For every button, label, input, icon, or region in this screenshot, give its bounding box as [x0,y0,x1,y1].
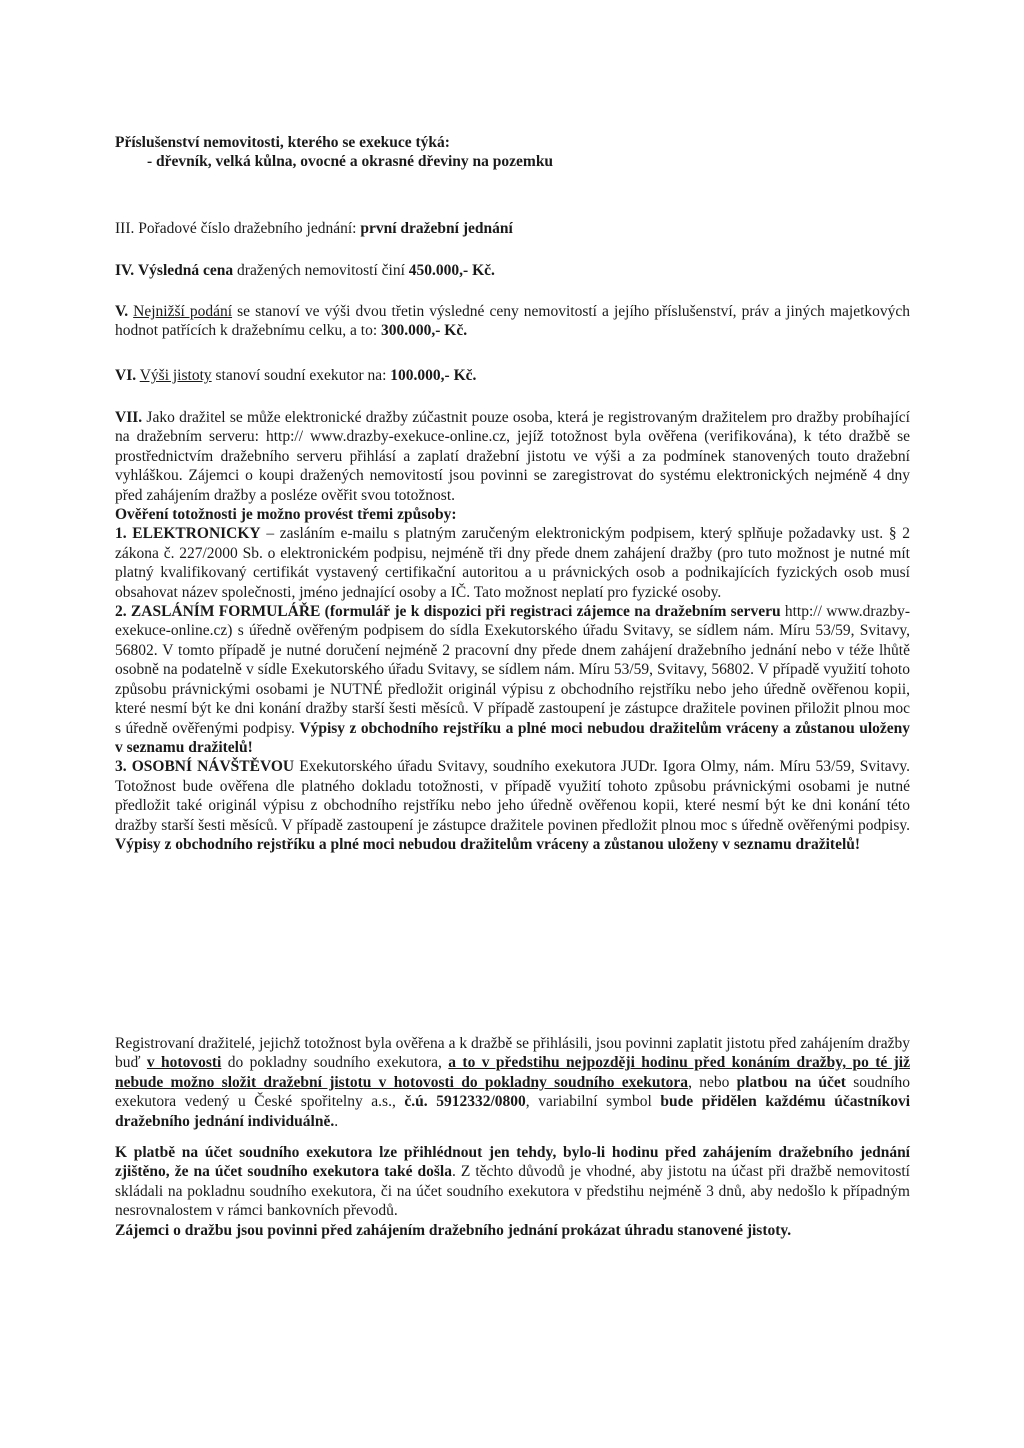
section-iii [115,219,910,238]
section-number: VI. [115,367,137,384]
bank-text: . Z těchto důvodů je vhodné, aby jistotu na účast při dražbě nemovitostí skládali na pokladnu soudního exekutora, či na účet soudního exekutora v předstihu nejméně 3 dnů, aby nedošlo k případným nesrovnalostem v rámci bankovních převodů. [115,1163,910,1220]
payment-text: soudního exekutora vedený u České spořitelny a.s., [115,1073,911,1111]
method-personal [115,757,910,854]
method-warning: Výpisy z obchodního rejstříku a plné moci nebudou dražitelům vráceny a zůstanou uloženy v seznamu dražitelů! [115,835,861,853]
section-text: dražených nemovitostí činí [237,262,405,279]
verification-heading: Ověření totožnosti je možno provést třemi způsoby: [115,506,457,524]
section-label: Nejnižší podání [133,303,233,320]
method-text: Exekutorského úřadu Svitavy, soudního exekutora JUDr. Igora Olmy, nám. Míru 53/59, Svitavy. Totožnost bude ověřena dle platného dokladu totožnosti, v případě využití tohoto způsobu právnickými osobami je nutné předložit také originál výpisu z obchodního rejstříku nebo jeho úředně ověřenou kopii, které nesmí být ke dni konání této dražby starší šesti měsíců. V případě zastoupení je zástupce dražitele povinen předložit plnou moc s úředně ověřenými podpisy. [115,758,911,834]
payment-text: do pokladny soudního exekutora, [227,1054,442,1072]
section-v [115,302,910,341]
section-text: stanoví soudní exekutor na: [215,367,387,384]
section-number: VII. [115,409,143,426]
section-number: V. [115,303,129,320]
accessories-heading: Příslušenství nemovitosti, kterého se exekuce týká: [115,134,450,151]
method-warning: Výpisy z obchodního rejstříku a plné moci nebudou dražitelům vráceny a zůstanou uloženy v seznamu dražitelů! [115,719,911,756]
section-vi [115,366,910,385]
bank-condition: K platbě na účet soudního exekutora lze přihlédnout jen tehdy, bylo-li hodinu před zahájením dražebního jednání zjištěno, že na účet soudního exekutora také došla [115,1144,910,1181]
final-requirement: Zájemci o dražbu jsou povinni před zahájením dražebního jednání prokázat úhradu stanovené jistoty. [115,1221,792,1239]
payment-text: . [334,1112,339,1130]
section-label: Výsledná cena [137,262,234,279]
accessories-section [115,133,910,172]
method-heading: 1. ELEKTRONICKY [115,525,261,543]
method-electronic [115,524,910,602]
section-number: III. [115,220,135,237]
cash-deadline: a to v předstihu nejpozději hodinu před konáním dražby, po té již nebude možno složit dražební jistotu v hotovosti do pokladny soudního exekutora [115,1054,910,1091]
bank-transfer-paragraph [115,1143,910,1240]
payment-text: , nebo [688,1073,730,1091]
method-heading: 2. ZASLÁNÍM FORMULÁŘE [115,603,321,621]
section-value: 300.000,- Kč. [381,322,468,340]
section-number: IV. [115,262,135,279]
section-value: první dražební jednání [360,220,513,237]
section-label: Výši jistoty [139,367,212,384]
section-vii [115,408,910,854]
method-form [115,602,910,757]
accessories-item: - dřevník, velká kůlna, ovocné a okrasné dřeviny na pozemku [147,153,554,171]
account-option: platbou na účet [736,1073,846,1091]
method-text: – zasláním e-mailu s platným zaručeným elektronickým podpisem, který splňuje požadavky ust. § 2 zákona č. 227/2000 Sb. o elektronickém podpisu, nejméně tři dny přede dnem zahájení dražby (pro tuto možnost je nutné mít platný kvalifikovaný certifikát vystavený certifikační autoritou a u právnických osob a podnikajících fyzických osob musí obsahovat název společnosti, jméno jednající osoby a IČ. Tato možnost neplatí pro fyzické osoby. [115,525,911,601]
payment-text: , variabilní symbol [525,1093,652,1111]
method-text: http:// www.drazby-exekuce-online.cz) s úředně ověřeným podpisem do sídla Exekutorského úřadu Svitavy, se sídlem nám. Míru 53/59, Svitavy, 56802. V tomto případě je nutné doručení nejméně 2 pracovní dny přede dnem zahájení dražebního jednání nebo v téže lhůtě osobně na podatelně v sídle Exekutorského úřadu Svitavy, se sídlem nám. Míru 53/59, Svitavy, 56802. V případě využití tohoto způsobu právnickými osobami je NUTNÉ předložit originál výpisu z obchodního rejstříku nebo jeho úředně ověřenou kopii, které nesmí být ke dni konání dražby starší šesti měsíců. V případě zastoupení je zástupce dražitele povinen přiložit plnou moc s úředně ověřenými podpisy. [115,603,910,737]
payment-text: Registrovaní dražitelé, jejichž totožnost byla ověřena a k dražbě se přihlásili, jsou povinni zaplatit jistotu před zahájením dražby buď [115,1035,910,1072]
section-value: 100.000,- Kč. [390,367,477,384]
payment-paragraph [115,1034,910,1131]
method-heading-rest: (formulář je k dispozici při registraci zájemce na dražebním serveru [324,603,781,621]
section-text: Pořadové číslo dražebního jednání: [138,220,357,237]
cash-option: v hotovosti [146,1054,222,1072]
section-text: Jako dražitel se může elektronické dražby zúčastnit pouze osoba, která je registrovaným dražitelem pro dražby probíhající na dražebním serveru: http:// www.drazby-exekuce-online.cz, jejíž totožnost byla ověřena (verifikována), k této dražbě se prostřednictvím dražebního serveru přihlásí a zaplatí dražební jistotu ve výši a za podmínek stanovených touto dražební vyhláškou. Zájemci o koupi dražených nemovitostí jsou povinni se zaregistrovat do systému elektronických nejméně 4 dny před zahájením dražby a posléze ověřit svou totožnost. [115,409,910,504]
variable-symbol-note: bude přidělen každému účastníkovi dražebního jednání individuálně. [115,1093,911,1130]
section-text: se stanoví ve výši dvou třetin výsledné ceny nemovitostí a jejího příslušenství, práv a jiných majetkových hodnot patřících k dražebnímu celku, a to: [115,303,911,340]
section-iv [115,261,910,280]
account-number: č.ú. 5912332/0800 [404,1093,526,1111]
section-value: 450.000,- Kč. [408,262,495,279]
method-heading: 3. OSOBNÍ NÁVŠTĚVOU [115,758,295,776]
